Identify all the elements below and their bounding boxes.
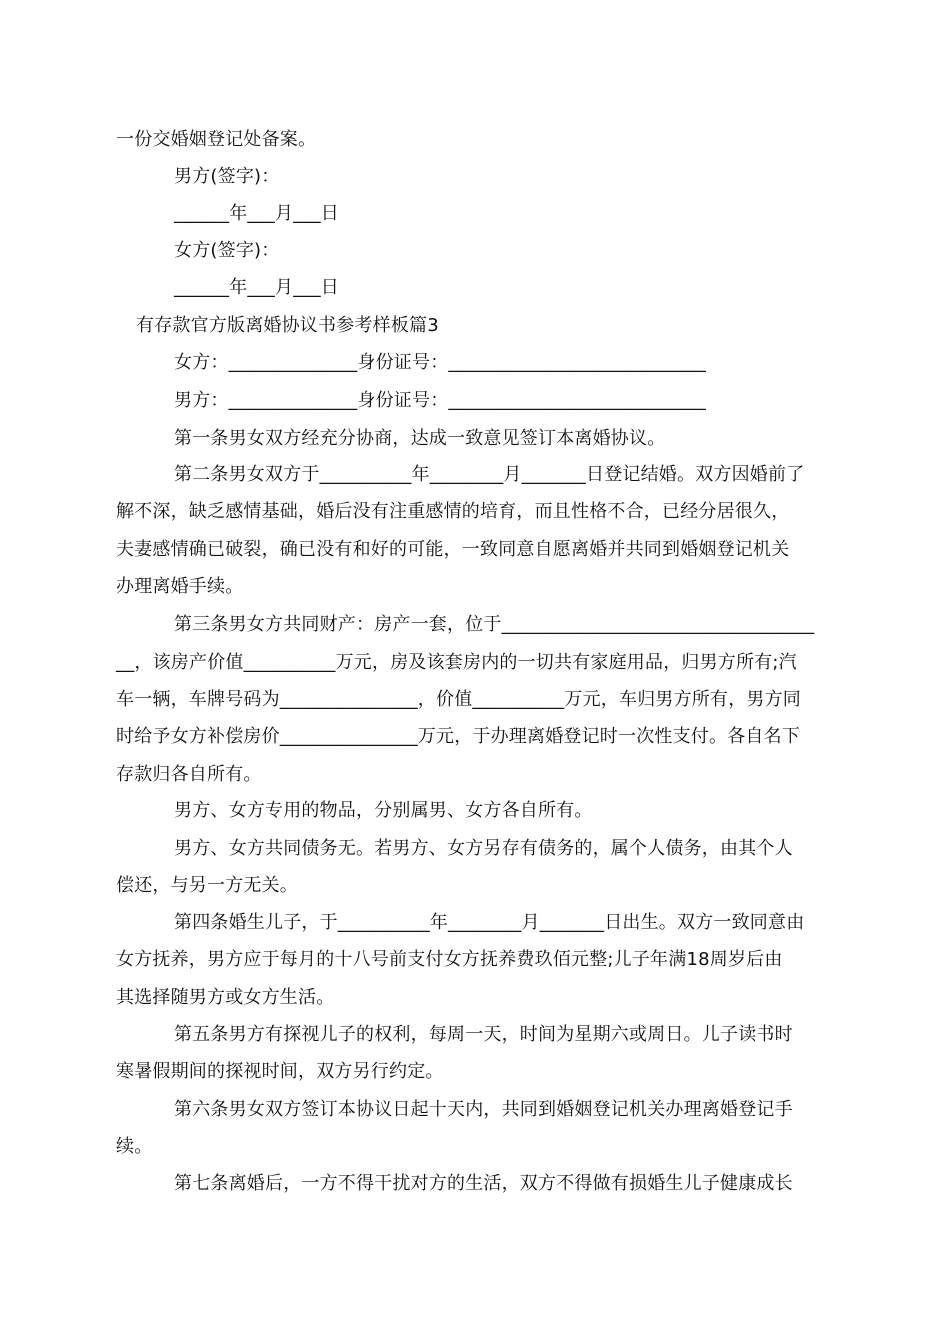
article-6-line: 第六条男女双方签订本协议日起十天内，共同到婚姻登记机关办理离婚登记手 [174, 1099, 793, 1120]
article-6-line: 续。 [116, 1136, 153, 1157]
article-2-line: 夫妻感情确已破裂，确已没有和好的可能，一致同意自愿离婚并共同到婚姻登记机关 [116, 539, 790, 560]
text-line: 一份交婚姻登记处备案。 [116, 129, 317, 150]
article-4-line: 女方抚养，男方应于每月的十八号前支付女方抚养费玖佰元整;儿子年满18周岁后由 [116, 949, 783, 970]
article-2-line: 办理离婚手续。 [116, 576, 244, 597]
article-1: 第一条男女双方经充分协商，达成一致意见签订本离婚协议。 [174, 428, 666, 449]
article-4-line: 其选择随男方或女方生活。 [116, 987, 335, 1008]
article-2-line: 解不深，缺乏感情基础，婚后没有注重感情的培育，而且性格不合，已经分居很久， [116, 501, 790, 522]
date-blank: ______年___月___日 [174, 203, 339, 224]
article-3-line: 时给予女方补偿房价_______________万元，于办理离婚登记时一次性支付。各自名下 [116, 726, 800, 747]
signature-male: 男方(签字)： [174, 166, 280, 187]
article-3-line: 第三条男女方共同财产：房产一套，位于__________________________________ [174, 614, 815, 635]
female-id-line: 女方：______________身份证号：____________________________ [174, 352, 706, 373]
article-3-line: 车一辆，车牌号码为_______________，价值__________万元，车归男方所有，男方同 [116, 689, 801, 710]
personal-items: 男方、女方专用的物品，分别属男、女方各自所有。 [174, 800, 593, 821]
debts-line: 男方、女方共同债务无。若男方、女方另存有债务的，属个人债务，由其个人 [174, 838, 793, 859]
article-2-line: 第二条男女双方于__________年________月_______日登记结婚。双方因婚前了 [174, 464, 805, 485]
article-3-line: 存款归各自所有。 [116, 764, 262, 785]
signature-female: 女方(签字)： [174, 240, 280, 261]
article-4-line: 第四条婚生儿子，于__________年________月_______日出生。双方一致同意由 [174, 912, 805, 933]
date-blank: ______年___月___日 [174, 277, 339, 298]
article-3-line: __，该房产价值__________万元，房及该套房内的一切共有家庭用品，归男方所有;汽 [116, 652, 797, 673]
article-7-line: 第七条离婚后，一方不得干扰对方的生活，双方不得做有损婚生儿子健康成长 [174, 1173, 793, 1194]
male-id-line: 男方：______________身份证号：____________________________ [174, 390, 706, 411]
debts-line: 偿还，与另一方无关。 [116, 875, 298, 896]
article-5-line: 第五条男方有探视儿子的权利，每周一天，时间为星期六或周日。儿子读书时 [174, 1024, 793, 1045]
article-5-line: 寒暑假期间的探视时间，双方另行约定。 [116, 1061, 444, 1082]
section-title: 有存款官方版离婚协议书参考样板篇3 [136, 315, 439, 336]
